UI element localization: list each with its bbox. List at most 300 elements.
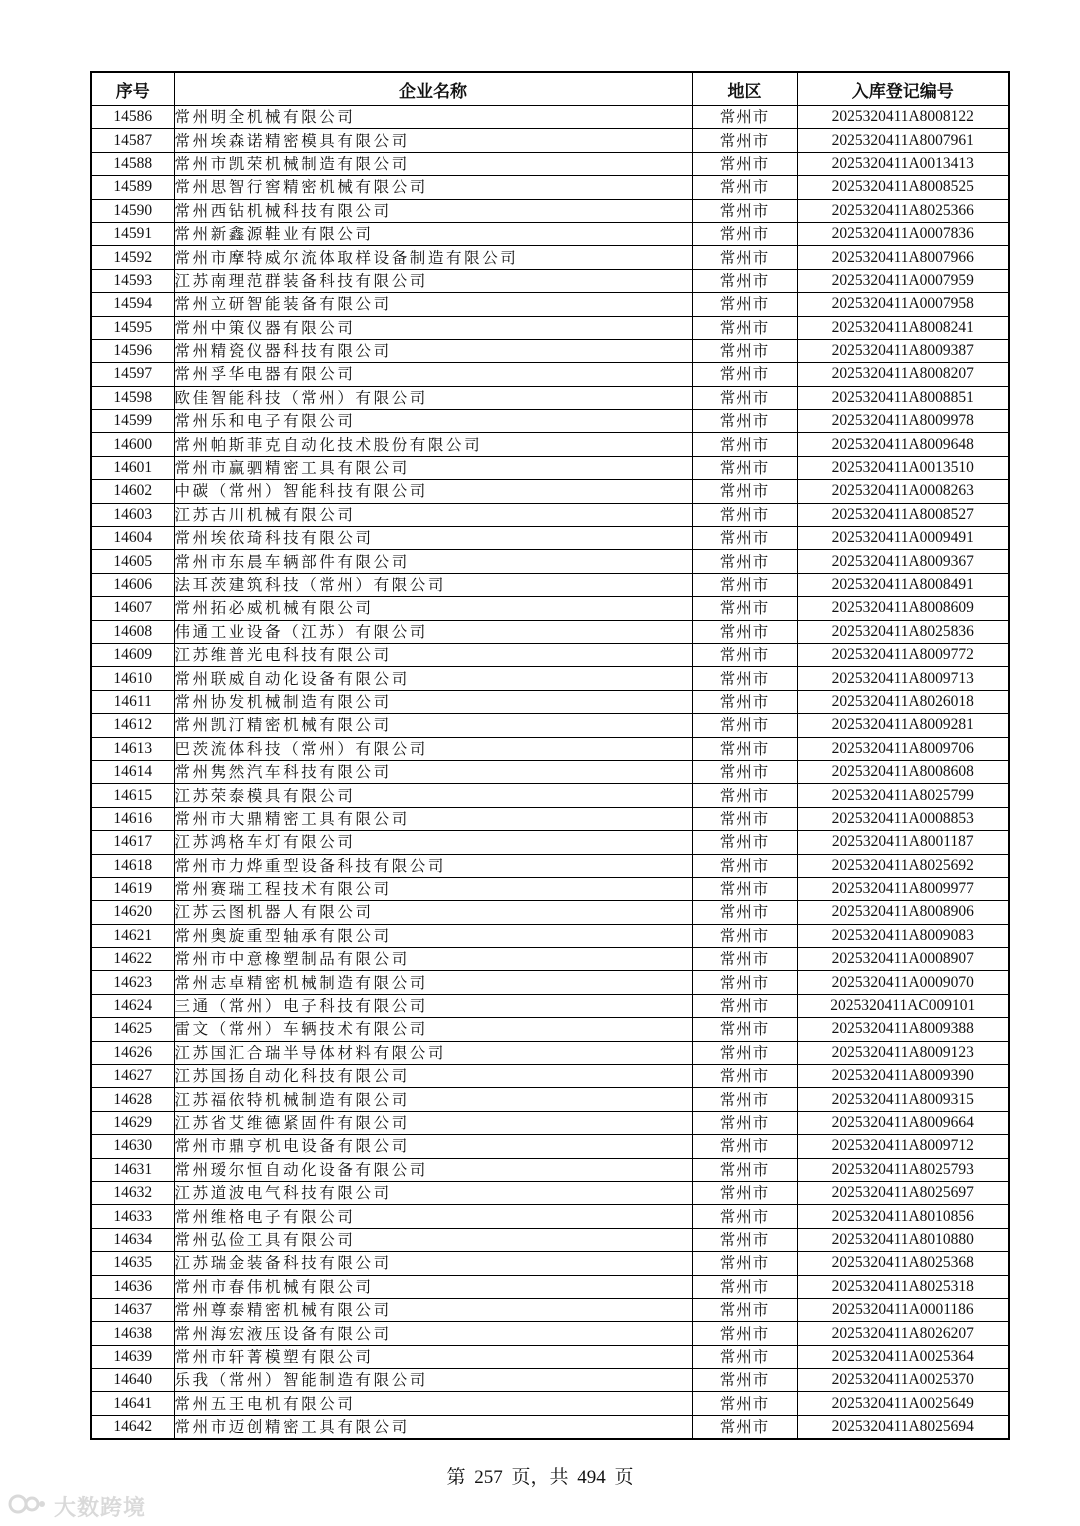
logo-icon: [8, 1490, 48, 1522]
row-registration-code: 2025320411A0008853: [797, 807, 1009, 830]
table-row: [91, 667, 1009, 690]
row-company-name: 乐我（常州）智能制造有限公司: [174, 1369, 692, 1392]
row-region: 常州市: [692, 1065, 797, 1088]
row-registration-code: 2025320411A0008907: [797, 948, 1009, 971]
row-seq: 14639: [91, 1345, 174, 1368]
row-seq: 14592: [91, 246, 174, 269]
table-row: [91, 620, 1009, 643]
row-registration-code: 2025320411A8009083: [797, 924, 1009, 947]
table-row: [91, 269, 1009, 292]
table-row: [91, 386, 1009, 409]
row-company-name: 伟通工业设备（江苏）有限公司: [174, 620, 692, 643]
row-company-name: 江苏国汇合瑞半导体材料有限公司: [174, 1041, 692, 1064]
table-row: [91, 1018, 1009, 1041]
row-company-name: 常州西钻机械科技有限公司: [174, 199, 692, 222]
row-seq: 14587: [91, 129, 174, 152]
row-registration-code: 2025320411A0007959: [797, 269, 1009, 292]
row-seq: 14586: [91, 106, 174, 129]
table-row: [91, 948, 1009, 971]
row-registration-code: 2025320411A8025368: [797, 1252, 1009, 1275]
table-row: [91, 1298, 1009, 1321]
row-company-name: 常州新鑫源鞋业有限公司: [174, 222, 692, 245]
row-region: 常州市: [692, 971, 797, 994]
table-row: [91, 199, 1009, 222]
row-seq: 14589: [91, 176, 174, 199]
row-company-name: 常州市大鼎精密工具有限公司: [174, 807, 692, 830]
row-region: 常州市: [692, 269, 797, 292]
row-company-name: 江苏鸿格车灯有限公司: [174, 831, 692, 854]
table-row: [91, 410, 1009, 433]
row-region: 常州市: [692, 550, 797, 573]
row-registration-code: 2025320411A0025364: [797, 1345, 1009, 1368]
page-prefix: 第: [446, 1467, 466, 1488]
row-registration-code: 2025320411A8008491: [797, 573, 1009, 596]
row-registration-code: 2025320411A0008263: [797, 480, 1009, 503]
row-region: 常州市: [692, 667, 797, 690]
row-region: 常州市: [692, 948, 797, 971]
row-seq: 14609: [91, 643, 174, 666]
table-row: [91, 1065, 1009, 1088]
row-registration-code: 2025320411A0025649: [797, 1392, 1009, 1415]
row-registration-code: 2025320411A8009713: [797, 667, 1009, 690]
row-region: 常州市: [692, 1369, 797, 1392]
header-region: 地区: [692, 72, 797, 106]
table-row: [91, 1158, 1009, 1181]
row-seq: 14642: [91, 1415, 174, 1439]
row-region: 常州市: [692, 386, 797, 409]
row-registration-code: 2025320411A0013510: [797, 456, 1009, 479]
row-company-name: 欧佳智能科技（常州）有限公司: [174, 386, 692, 409]
row-registration-code: 2025320411A8008527: [797, 503, 1009, 526]
row-seq: 14611: [91, 690, 174, 713]
row-seq: 14614: [91, 760, 174, 783]
row-region: 常州市: [692, 339, 797, 362]
row-seq: 14600: [91, 433, 174, 456]
row-seq: 14615: [91, 784, 174, 807]
row-region: 常州市: [692, 994, 797, 1017]
header-seq: 序号: [91, 72, 174, 106]
table-row: [91, 1252, 1009, 1275]
row-seq: 14599: [91, 410, 174, 433]
table-body: [91, 106, 1009, 1440]
row-region: 常州市: [692, 690, 797, 713]
row-region: 常州市: [692, 129, 797, 152]
row-registration-code: 2025320411A8025366: [797, 199, 1009, 222]
row-region: 常州市: [692, 737, 797, 760]
row-region: 常州市: [692, 1111, 797, 1134]
row-seq: 14626: [91, 1041, 174, 1064]
row-registration-code: 2025320411A8009712: [797, 1135, 1009, 1158]
table-row: [91, 1322, 1009, 1345]
row-seq: 14637: [91, 1298, 174, 1321]
row-company-name: 常州市摩特威尔流体取样设备制造有限公司: [174, 246, 692, 269]
row-region: 常州市: [692, 293, 797, 316]
row-company-name: 常州埃森诺精密模具有限公司: [174, 129, 692, 152]
table-row: [91, 597, 1009, 620]
row-company-name: 常州弘俭工具有限公司: [174, 1228, 692, 1251]
row-company-name: 常州尊泰精密机械有限公司: [174, 1298, 692, 1321]
row-company-name: 常州乐和电子有限公司: [174, 410, 692, 433]
row-region: 常州市: [692, 1415, 797, 1439]
row-registration-code: 2025320411A8010856: [797, 1205, 1009, 1228]
row-registration-code: 2025320411A8008608: [797, 760, 1009, 783]
row-seq: 14630: [91, 1135, 174, 1158]
table-row: [91, 433, 1009, 456]
row-registration-code: 2025320411A8009387: [797, 339, 1009, 362]
table-row: [91, 1088, 1009, 1111]
row-company-name: 常州联威自动化设备有限公司: [174, 667, 692, 690]
row-region: 常州市: [692, 1018, 797, 1041]
row-company-name: 常州市轩菁模塑有限公司: [174, 1345, 692, 1368]
row-seq: 14597: [91, 363, 174, 386]
row-region: 常州市: [692, 760, 797, 783]
row-company-name: 常州孚华电器有限公司: [174, 363, 692, 386]
row-region: 常州市: [692, 1041, 797, 1064]
row-company-name: 常州维格电子有限公司: [174, 1205, 692, 1228]
page-suffix: 页: [614, 1467, 634, 1488]
row-registration-code: 2025320411A8009281: [797, 714, 1009, 737]
table-row: [91, 106, 1009, 129]
row-seq: 14638: [91, 1322, 174, 1345]
page-number: 257: [474, 1467, 503, 1488]
row-region: 常州市: [692, 1275, 797, 1298]
row-company-name: 江苏维普光电科技有限公司: [174, 643, 692, 666]
table-row: [91, 1415, 1009, 1439]
row-registration-code: 2025320411A8008525: [797, 176, 1009, 199]
row-region: 常州市: [692, 480, 797, 503]
table-row: [91, 1111, 1009, 1134]
row-company-name: 常州精瓷仪器科技有限公司: [174, 339, 692, 362]
row-company-name: 常州埃依琦科技有限公司: [174, 527, 692, 550]
row-seq: 14594: [91, 293, 174, 316]
row-region: 常州市: [692, 620, 797, 643]
row-seq: 14595: [91, 316, 174, 339]
table-row: [91, 807, 1009, 830]
page-footer: [0, 1462, 1080, 1489]
table-row: [91, 1181, 1009, 1204]
row-seq: 14640: [91, 1369, 174, 1392]
row-registration-code: 2025320411A8026018: [797, 690, 1009, 713]
row-seq: 14619: [91, 877, 174, 900]
row-region: 常州市: [692, 807, 797, 830]
row-region: 常州市: [692, 1088, 797, 1111]
row-registration-code: 2025320411A8009388: [797, 1018, 1009, 1041]
row-seq: 14635: [91, 1252, 174, 1275]
row-company-name: 常州帕斯菲克自动化技术股份有限公司: [174, 433, 692, 456]
table-row: [91, 1392, 1009, 1415]
table-row: [91, 1135, 1009, 1158]
table-row: [91, 152, 1009, 175]
table-row: [91, 1205, 1009, 1228]
row-registration-code: 2025320411A8010880: [797, 1228, 1009, 1251]
row-registration-code: 2025320411A8009664: [797, 1111, 1009, 1134]
row-seq: 14607: [91, 597, 174, 620]
row-region: 常州市: [692, 503, 797, 526]
row-company-name: 巴茨流体科技（常州）有限公司: [174, 737, 692, 760]
row-company-name: 常州立研智能装备有限公司: [174, 293, 692, 316]
row-seq: 14631: [91, 1158, 174, 1181]
row-company-name: 常州市赢驷精密工具有限公司: [174, 456, 692, 479]
row-seq: 14621: [91, 924, 174, 947]
row-region: 常州市: [692, 1298, 797, 1321]
table-row: [91, 643, 1009, 666]
table-row: [91, 924, 1009, 947]
row-region: 常州市: [692, 106, 797, 129]
row-region: 常州市: [692, 831, 797, 854]
row-company-name: 中碳（常州）智能科技有限公司: [174, 480, 692, 503]
row-company-name: 江苏福依特机械制造有限公司: [174, 1088, 692, 1111]
row-region: 常州市: [692, 643, 797, 666]
row-seq: 14620: [91, 901, 174, 924]
row-seq: 14616: [91, 807, 174, 830]
row-company-name: 常州协发机械制造有限公司: [174, 690, 692, 713]
table-row: [91, 176, 1009, 199]
table-row: [91, 901, 1009, 924]
table-row: [91, 573, 1009, 596]
row-region: 常州市: [692, 246, 797, 269]
row-region: 常州市: [692, 1252, 797, 1275]
table-row: [91, 1228, 1009, 1251]
row-registration-code: 2025320411A8008207: [797, 363, 1009, 386]
row-company-name: 江苏古川机械有限公司: [174, 503, 692, 526]
row-seq: 14632: [91, 1181, 174, 1204]
table-row: [91, 456, 1009, 479]
row-registration-code: 2025320411A8026207: [797, 1322, 1009, 1345]
row-seq: 14593: [91, 269, 174, 292]
row-region: 常州市: [692, 176, 797, 199]
row-registration-code: 2025320411A8025799: [797, 784, 1009, 807]
table-row: [91, 1345, 1009, 1368]
row-region: 常州市: [692, 527, 797, 550]
row-registration-code: 2025320411A8008851: [797, 386, 1009, 409]
watermark: [8, 1490, 146, 1522]
table-row: [91, 971, 1009, 994]
table-row: [91, 831, 1009, 854]
row-registration-code: 2025320411A8008241: [797, 316, 1009, 339]
table-row: [91, 714, 1009, 737]
table-row: [91, 339, 1009, 362]
table-row: [91, 527, 1009, 550]
row-company-name: 常州市力烨重型设备科技有限公司: [174, 854, 692, 877]
table-row: [91, 994, 1009, 1017]
row-seq: 14606: [91, 573, 174, 596]
row-registration-code: 2025320411A8008122: [797, 106, 1009, 129]
row-region: 常州市: [692, 877, 797, 900]
row-company-name: 常州中策仪器有限公司: [174, 316, 692, 339]
row-registration-code: 2025320411A0007958: [797, 293, 1009, 316]
table-row: [91, 784, 1009, 807]
row-registration-code: 2025320411A8025697: [797, 1181, 1009, 1204]
row-seq: 14590: [91, 199, 174, 222]
table-row: [91, 246, 1009, 269]
row-region: 常州市: [692, 1181, 797, 1204]
watermark-text: 大数跨境: [54, 1495, 147, 1521]
row-company-name: 江苏南理范群装备科技有限公司: [174, 269, 692, 292]
row-registration-code: 2025320411A0009070: [797, 971, 1009, 994]
row-company-name: 常州海宏液压设备有限公司: [174, 1322, 692, 1345]
row-registration-code: 2025320411A8009706: [797, 737, 1009, 760]
row-region: 常州市: [692, 573, 797, 596]
row-company-name: 常州志卓精密机械制造有限公司: [174, 971, 692, 994]
row-region: 常州市: [692, 854, 797, 877]
row-company-name: 江苏省艾维德紧固件有限公司: [174, 1111, 692, 1134]
row-registration-code: 2025320411A8025692: [797, 854, 1009, 877]
row-registration-code: 2025320411A8025694: [797, 1415, 1009, 1439]
row-company-name: 常州五王电机有限公司: [174, 1392, 692, 1415]
row-seq: 14596: [91, 339, 174, 362]
row-registration-code: 2025320411A8025318: [797, 1275, 1009, 1298]
row-region: 常州市: [692, 1392, 797, 1415]
row-registration-code: 2025320411A8009977: [797, 877, 1009, 900]
row-registration-code: 2025320411A8007961: [797, 129, 1009, 152]
row-region: 常州市: [692, 433, 797, 456]
table-row: [91, 363, 1009, 386]
row-company-name: 常州市鼎亨机电设备有限公司: [174, 1135, 692, 1158]
table-row: [91, 480, 1009, 503]
table-row: [91, 737, 1009, 760]
row-seq: 14625: [91, 1018, 174, 1041]
row-seq: 14610: [91, 667, 174, 690]
row-region: 常州市: [692, 363, 797, 386]
table-row: [91, 760, 1009, 783]
row-registration-code: 2025320411A8025793: [797, 1158, 1009, 1181]
row-company-name: 常州奥旋重型轴承有限公司: [174, 924, 692, 947]
row-company-name: 江苏瑞金装备科技有限公司: [174, 1252, 692, 1275]
row-company-name: 江苏云图机器人有限公司: [174, 901, 692, 924]
row-region: 常州市: [692, 597, 797, 620]
row-region: 常州市: [692, 222, 797, 245]
row-seq: 14603: [91, 503, 174, 526]
row-company-name: 三通（常州）电子科技有限公司: [174, 994, 692, 1017]
row-seq: 14622: [91, 948, 174, 971]
row-registration-code: 2025320411A8009367: [797, 550, 1009, 573]
row-registration-code: 2025320411A0013413: [797, 152, 1009, 175]
table-row: [91, 877, 1009, 900]
row-seq: 14629: [91, 1111, 174, 1134]
row-region: 常州市: [692, 152, 797, 175]
table-row: [91, 1041, 1009, 1064]
row-seq: 14588: [91, 152, 174, 175]
row-registration-code: 2025320411A8009123: [797, 1041, 1009, 1064]
row-registration-code: 2025320411AC009101: [797, 994, 1009, 1017]
row-seq: 14604: [91, 527, 174, 550]
table-row: [91, 550, 1009, 573]
row-region: 常州市: [692, 1228, 797, 1251]
table-row: [91, 1275, 1009, 1298]
row-seq: 14617: [91, 831, 174, 854]
table-row: [91, 129, 1009, 152]
row-seq: 14624: [91, 994, 174, 1017]
row-registration-code: 2025320411A8001187: [797, 831, 1009, 854]
table-row: [91, 1369, 1009, 1392]
row-region: 常州市: [692, 1158, 797, 1181]
row-seq: 14623: [91, 971, 174, 994]
row-registration-code: 2025320411A0007836: [797, 222, 1009, 245]
row-company-name: 常州市凯荣机械制造有限公司: [174, 152, 692, 175]
row-seq: 14602: [91, 480, 174, 503]
row-company-name: 常州市迈创精密工具有限公司: [174, 1415, 692, 1439]
row-company-name: 常州市春伟机械有限公司: [174, 1275, 692, 1298]
row-seq: 14618: [91, 854, 174, 877]
row-seq: 14633: [91, 1205, 174, 1228]
page-total: 494: [577, 1467, 606, 1488]
table-row: [91, 293, 1009, 316]
row-company-name: 常州市东晨车辆部件有限公司: [174, 550, 692, 573]
row-region: 常州市: [692, 714, 797, 737]
row-registration-code: 2025320411A8009390: [797, 1065, 1009, 1088]
row-region: 常州市: [692, 901, 797, 924]
row-company-name: 常州隽然汽车科技有限公司: [174, 760, 692, 783]
row-region: 常州市: [692, 199, 797, 222]
table-header-row: [91, 72, 1009, 106]
row-company-name: 雷文（常州）车辆技术有限公司: [174, 1018, 692, 1041]
row-region: 常州市: [692, 410, 797, 433]
table-row: [91, 690, 1009, 713]
header-code: 入库登记编号: [797, 72, 1009, 106]
row-registration-code: 2025320411A8009648: [797, 433, 1009, 456]
row-company-name: 常州市中意橡塑制品有限公司: [174, 948, 692, 971]
row-registration-code: 2025320411A0009491: [797, 527, 1009, 550]
row-company-name: 常州瑷尔恒自动化设备有限公司: [174, 1158, 692, 1181]
row-company-name: 常州拓必威机械有限公司: [174, 597, 692, 620]
row-seq: 14608: [91, 620, 174, 643]
row-seq: 14612: [91, 714, 174, 737]
row-seq: 14627: [91, 1065, 174, 1088]
row-seq: 14613: [91, 737, 174, 760]
row-seq: 14636: [91, 1275, 174, 1298]
row-registration-code: 2025320411A8025836: [797, 620, 1009, 643]
row-region: 常州市: [692, 1322, 797, 1345]
row-company-name: 常州思智行窖精密机械有限公司: [174, 176, 692, 199]
row-registration-code: 2025320411A0025370: [797, 1369, 1009, 1392]
page-middle: 页，共: [511, 1467, 569, 1488]
row-region: 常州市: [692, 316, 797, 339]
row-region: 常州市: [692, 1205, 797, 1228]
table-row: [91, 503, 1009, 526]
row-company-name: 常州明全机械有限公司: [174, 106, 692, 129]
table-row: [91, 854, 1009, 877]
row-seq: 14601: [91, 456, 174, 479]
row-seq: 14598: [91, 386, 174, 409]
row-registration-code: 2025320411A8008906: [797, 901, 1009, 924]
table-row: [91, 222, 1009, 245]
row-region: 常州市: [692, 456, 797, 479]
row-company-name: 常州赛瑞工程技术有限公司: [174, 877, 692, 900]
row-registration-code: 2025320411A8009772: [797, 643, 1009, 666]
table-row: [91, 316, 1009, 339]
row-company-name: 法耳茨建筑科技（常州）有限公司: [174, 573, 692, 596]
row-company-name: 江苏道波电气科技有限公司: [174, 1181, 692, 1204]
header-name: 企业名称: [174, 72, 692, 106]
row-company-name: 江苏国扬自动化科技有限公司: [174, 1065, 692, 1088]
row-registration-code: 2025320411A8008609: [797, 597, 1009, 620]
row-region: 常州市: [692, 924, 797, 947]
row-region: 常州市: [692, 1345, 797, 1368]
row-registration-code: 2025320411A8009315: [797, 1088, 1009, 1111]
row-seq: 14605: [91, 550, 174, 573]
row-seq: 14628: [91, 1088, 174, 1111]
row-registration-code: 2025320411A0001186: [797, 1298, 1009, 1321]
row-registration-code: 2025320411A8009978: [797, 410, 1009, 433]
enterprise-registry-table: [90, 71, 1010, 1440]
row-company-name: 江苏荣泰模具有限公司: [174, 784, 692, 807]
row-seq: 14634: [91, 1228, 174, 1251]
row-region: 常州市: [692, 784, 797, 807]
row-seq: 14641: [91, 1392, 174, 1415]
row-company-name: 常州凯汀精密机械有限公司: [174, 714, 692, 737]
row-seq: 14591: [91, 222, 174, 245]
row-registration-code: 2025320411A8007966: [797, 246, 1009, 269]
